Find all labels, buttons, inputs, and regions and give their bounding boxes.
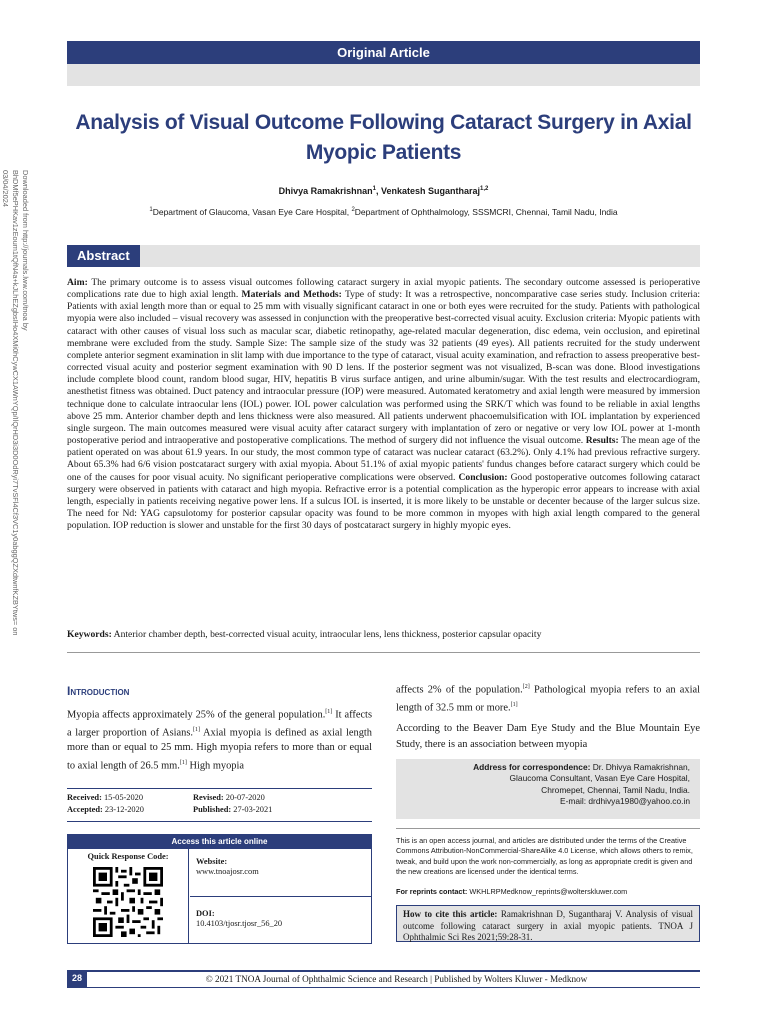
section-banner <box>67 41 700 64</box>
citation-ref: [2] <box>522 684 530 690</box>
affiliation-1: Department of Glaucoma, Vasan Eye Care Hospital, <box>152 207 352 217</box>
abstract-heading: Abstract <box>67 245 140 267</box>
revised-date: 20-07-2020 <box>225 793 265 802</box>
website-label: Website: <box>196 857 228 866</box>
affiliations <box>67 207 700 217</box>
affil-sup: 2 <box>351 207 355 214</box>
divider <box>396 828 700 829</box>
correspondence-line: Chromepet, Chennai, Tamil Nadu, India. <box>541 784 690 795</box>
correspondence-name: Dr. Dhivya Ramakrishnan, <box>590 762 690 772</box>
doi-cell <box>190 897 371 943</box>
article-dates <box>67 788 372 822</box>
intro-text: Pathological myopia refers to an axial length of 32.5 mm or more. <box>396 684 700 714</box>
footer-text: © 2021 TNOA Journal of Ophthalmic Science and Research | Published by Wolters Kluwer - Medknow <box>205 974 588 984</box>
intro-column-2 <box>396 680 700 758</box>
aim-label: Aim: <box>67 277 88 288</box>
received-label: Received: <box>67 793 102 802</box>
keywords-text: Anterior chamber depth, best-corrected visual acuity, intraocular lens, lens thickness, posterior capsular opacity <box>111 629 542 640</box>
results-label: Results: <box>585 435 619 447</box>
aim-text: The primary outcome is to assess visual outcomes following cataract surgery in axial myopic patients. The secondary outcome assessed is perioperative complications rate due to high axial length. <box>67 277 700 301</box>
access-box <box>67 834 372 944</box>
intro-text: High myopia <box>186 760 244 772</box>
website-link[interactable]: www.tnoajosr.com <box>196 867 259 876</box>
conclusion-text: Good postoperative outcomes following cataract surgery were observed in patients with cataract and high myopia. Refractive error is a potential complication as the hyperopic error appears to increase with axial length, especially in patients receiving negative power lens. If a sulcus IOL is inserted, it is more likely to be unstable or decenter because of the larger sulcus size. The need for Nd: YAG capsulotomy for posterior capsular opacity was found to be more common in myopes with high axial length compared to the general population. IOP reduction is slower and unstable for the first 30 days of postcataract surgery in highly myopic eyes. <box>67 471 700 532</box>
author-list: Dhivya Ramakrishnan$^1$, Venkatesh Sugantharaj$^{1,2}$ <box>278 186 489 196</box>
intro-paragraph-2 <box>396 680 700 715</box>
author-sup: 1 <box>372 186 376 192</box>
download-watermark <box>1 170 32 650</box>
qr-code-icon[interactable] <box>93 867 163 937</box>
divider <box>67 652 700 653</box>
keywords-label: Keywords: <box>67 629 112 640</box>
received-date: 15-05-2020 <box>103 793 144 802</box>
affiliation-2: Department of Ophthalmology, SSSMCRI, Chennai, Tamil Nadu, India <box>354 207 618 217</box>
accepted-label: Accepted: <box>67 805 103 814</box>
intro-paragraph-1 <box>67 705 372 773</box>
correspondence-box <box>396 759 700 819</box>
cite-text: Ramakrishnan D, Sugantharaj V. Analysis of visual outcome following cataract surgery in axial myopic patients. TNOA J Ophthalmic Sci Res 2021;59:28-31. <box>403 909 694 942</box>
intro-text: Axial myopia is defined as axial length more than or equal to 25 mm. High myopia refers to more than or equal to axial length of 26.5 mm. <box>67 727 372 772</box>
accepted-date: 23-12-2020 <box>104 805 144 814</box>
author-name: Dhivya Ramakrishnan <box>278 186 373 196</box>
reprints-email[interactable]: WKHLRPMedknow_reprints@wolterskluwer.com <box>467 887 628 896</box>
keywords <box>67 629 700 640</box>
header-grey-bar <box>67 64 700 86</box>
license-text: This is an open access journal, and articles are distributed under the terms of the Creative Commons Attribution-NonCommercial-ShareAlike 4.0 License, which allows others to remix, tweak, and build upon the work non-commercially, as long as appropriate credit is given and the new creations are licensed under the identical terms. <box>396 836 693 877</box>
methods-text: Type of study: It was a retrospective, noncomparative case series study. Inclusion criteria: Patients with axial length more than or equal to 25 mm with visually significant cataract in one or both eyes were recruited for the study. Patients with pathological myopia were also included – visual recovery was assessed in conjunction with the preoperative best-corrected visual acuity. Exclusion criteria: Myopic patients with cataract with other causes of visual loss such as macular scar, diabetic retinopathy, age-related macular degeneration, disc edema, vein occlusion, and epiretinal membrane were excluded from the study. Sample Size: The sample size of the study was 32 patients (49 eyes). All patients recruited for the study underwent complete anterior segment examination in slit lamp with due importance to the type of cataract, visual acuity examination, and refraction to assess preoperative best-corrected visual acuity and posterior segment examination with 90 D lens. If the posterior segment was not visualized, B-scan was done. Blood investigations include complete blood count, random blood sugar, HIV, hepatitis B virus surface antigen, and urine albumin/sugar. With the test results and electrocardiogram, anesthetist fitness was obtained. Duct patency and intraocular pressure (IOP) were measured. Automated keratometry and axial length were measured by immersion technique done to calculate intraocular lens (IOL) power. IOL power calculation was performed using the SRK/T which was found to be reliable in axial lengths above 25 mm. Anterior chamber depth and lens thickness were also measured. All patients underwent phacoemulsification with IOL implantation by experienced single surgeon. The main outcomes measured were visual acuity after cataract surgery with implantation of zero or negative or very low IOL power at 1-month postoperative period and intraoperative and postoperative complications. The method of surgery did not influence the visual outcome. <box>67 289 700 447</box>
qr-column <box>68 849 189 943</box>
conclusion-label: Conclusion: <box>458 471 508 483</box>
citation-ref: [1] <box>193 726 200 733</box>
correspondence-email: E-mail: drdhivya1980@yahoo.co.in <box>559 796 690 807</box>
doi-label: DOI: <box>196 909 215 918</box>
citation-ref: [1] <box>510 701 518 708</box>
citation-box <box>396 905 700 942</box>
page-number: 28 <box>67 970 87 987</box>
abstract-body <box>67 277 700 532</box>
results-text: The mean age of the patient operated on was about 61.9 years. In our study, the most common type of cataract was nuclear cataract (63.2%). Only 4.1% had previous refractive surgery. About 65.3% had 6/6 vision postcataract surgery with axial myopia. About 51.1% of axial myopic patients' fundus changes before cataract surgery which could be one of the causes for poor visual acuity. No significant perioperative complications were observed. <box>67 435 700 483</box>
methods-label: Materials and Methods: <box>241 289 342 301</box>
author-sup: 1,2 <box>480 186 489 192</box>
reprints-contact <box>396 887 700 896</box>
reprints-label: For reprints contact: <box>396 887 468 896</box>
section-label: Original Article <box>337 45 430 60</box>
website-cell <box>190 849 371 897</box>
cite-label: How to cite this article: <box>403 909 498 919</box>
intro-text: It affects a larger proportion of Asians. <box>67 709 372 739</box>
qr-label: Quick Response Code: <box>87 852 169 861</box>
page-footer <box>67 970 700 988</box>
intro-text: affects 2% of the population. <box>396 684 523 696</box>
abstract-header <box>67 245 700 267</box>
citation-ref: [1] <box>179 759 187 766</box>
published-label: Published: <box>193 805 232 814</box>
published-date: 27-03-2021 <box>233 805 273 814</box>
access-heading: Access this article online <box>68 835 371 849</box>
author-name: Venkatesh Sugantharaj <box>381 186 481 196</box>
doi-link[interactable]: 10.4103/tjosr.tjosr_56_20 <box>196 919 283 928</box>
article-title: Analysis of Visual Outcome Following Cataract Surgery in Axial Myopic Patients <box>75 111 692 164</box>
affil-sup: 1 <box>149 207 153 214</box>
download-note: Downloaded from http://journals.lww.com/tnoa by BhDMf5ePHKav1zEoum1tQfN4a+kJLhEZgbsIHo4XMi0hCywCX1AWnYQp/IlQrHD3i3D0OdRyi7TvSFl4Cf3VC1y0abggQZXdtwnfKZBYtws= on 03/04/2024 <box>1 170 30 636</box>
correspondence-line: Glaucoma Consultant, Vasan Eye Care Hospital, <box>509 773 690 784</box>
citation-ref: [1] <box>325 709 333 715</box>
correspondence-label: Address for correspondence: <box>473 762 591 772</box>
revised-label: Revised: <box>193 793 224 802</box>
intro-heading: Introduction <box>67 684 130 698</box>
intro-paragraph-3: According to the Beaver Dam Eye Study and the Blue Mountain Eye Study, there is an association between myopia <box>396 723 700 750</box>
intro-text: Myopia affects approximately 25% of the general population. <box>67 709 326 721</box>
